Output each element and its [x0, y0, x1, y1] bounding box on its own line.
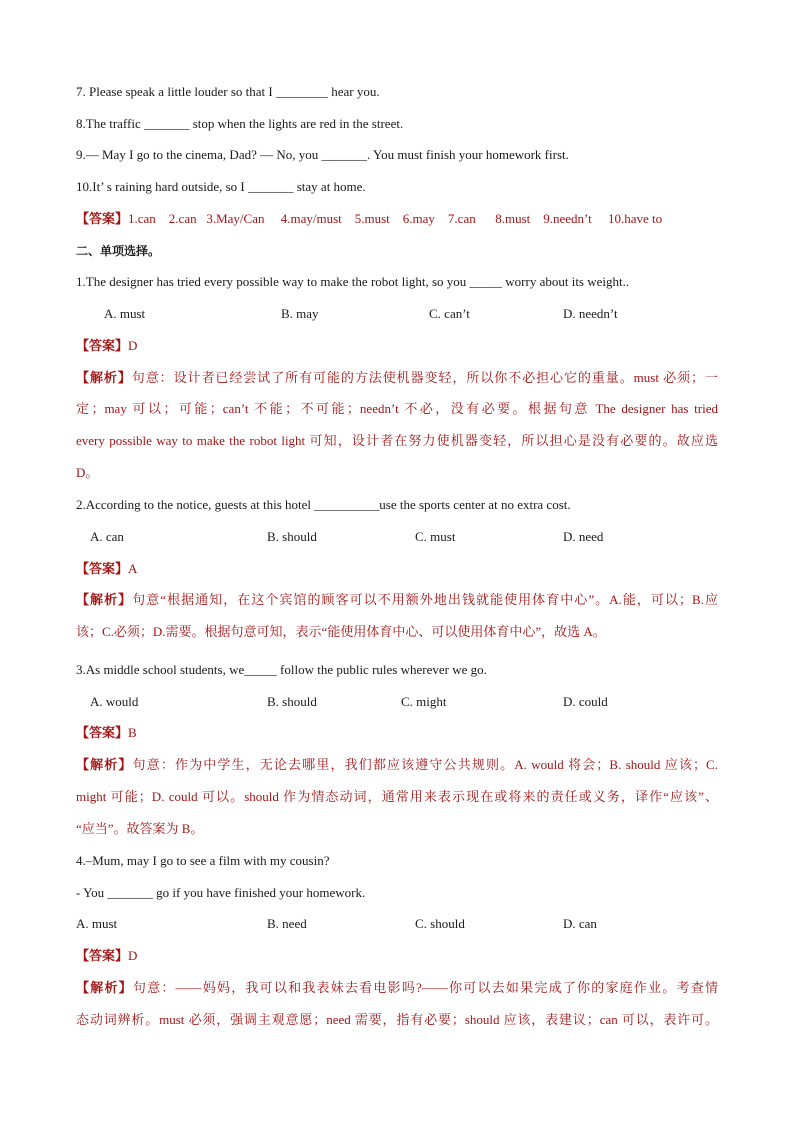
- q1-option-c: C. can’t: [429, 306, 470, 321]
- question-4-stem-2: - You _______ go if you have finished your homework.: [76, 885, 366, 900]
- q3-analysis-line-2: might 可能；D. could 可以。should 作为情态动词，通常用来表示现在或将来的责任或义务，译作“应该”、: [76, 789, 718, 804]
- q2-option-a: A. can: [90, 529, 124, 544]
- q1-option-d: D. needn’t: [563, 306, 618, 321]
- q4-analysis-line-1: [76, 978, 718, 998]
- answer-value: A: [128, 561, 138, 576]
- q2-analysis-line-1: [76, 590, 718, 610]
- q1-analysis-line-2: 定；may 可以；可能；can’t 不能；不可能；needn’t 不必，没有必要。根据句意 The designer has tried: [76, 401, 718, 416]
- fill-in-item-8: 8.The traffic _______ stop when the lights are red in the street.: [76, 116, 404, 131]
- answer-value: B: [128, 725, 137, 740]
- q3-analysis-line-1: [76, 755, 718, 775]
- answer-value: D: [128, 948, 138, 963]
- q1-option-a: A. must: [104, 306, 146, 321]
- analysis-label: 【解析】: [76, 757, 133, 772]
- q4-answer: [76, 946, 137, 966]
- section-title: 二、单项选择。: [76, 244, 161, 258]
- q4-option-c: C. should: [415, 916, 465, 931]
- q4-analysis-line-2: 态动词辨析。must 必须，强调主观意愿；need 需要，指有必要；should 应该，表建议；can 可以，表许可。: [76, 1012, 718, 1027]
- q2-option-d: D. need: [563, 529, 604, 544]
- q1-option-b: B. may: [281, 306, 319, 321]
- analysis-text: 句意：作为中学生，无论去哪里，我们都应该遵守公共规则。A. would 将会；B. should 应该；C.: [132, 757, 718, 772]
- q4-option-b: B. need: [267, 916, 307, 931]
- answer-label: 【答案】: [76, 725, 129, 740]
- q1-analysis-line-3: every possible way to make the robot light 可知，设计者在努力使机器变轻，所以担心是没有必要的。故应选: [76, 433, 718, 448]
- q3-answer: [76, 723, 137, 743]
- answer-label: 【答案】: [76, 561, 129, 576]
- q1-analysis-line-1: [76, 368, 718, 388]
- q3-option-c: C. might: [401, 694, 447, 709]
- q3-option-b: B. should: [267, 694, 317, 709]
- q2-answer: [76, 559, 137, 579]
- analysis-label: 【解析】: [76, 370, 132, 385]
- q1-analysis-line-4: D。: [76, 465, 99, 480]
- q2-analysis-line-2: 该；C.必须；D.需要。根据句意可知，表示“能使用体育中心、可以使用体育中心”，故选 A。: [76, 624, 606, 639]
- fill-in-item-9: 9.— May I go to the cinema, Dad? — No, you _______. You must finish your homework first.: [76, 147, 569, 162]
- answer-text: 1.can 2.can 3.May/Can 4.may/must 5.must 6.may 7.can 8.must 9.needn’t 10.have to: [128, 211, 663, 226]
- q4-option-a: A. must: [76, 916, 118, 931]
- analysis-label: 【解析】: [76, 980, 133, 995]
- analysis-text: 句意：——妈妈，我可以和我表妹去看电影吗?——你可以去如果完成了你的家庭作业。考查情: [132, 980, 718, 995]
- q3-option-d: D. could: [563, 694, 608, 709]
- q1-answer: [76, 336, 137, 356]
- answer-label: 【答案】: [76, 948, 129, 963]
- fill-in-answer: [76, 209, 662, 229]
- q3-option-a: A. would: [90, 694, 139, 709]
- analysis-label: 【解析】: [76, 592, 133, 607]
- q2-option-c: C. must: [415, 529, 456, 544]
- fill-in-item-10: 10.It’ s raining hard outside, so I _______ stay at home.: [76, 179, 366, 194]
- analysis-text: 句意“根据通知，在这个宾馆的顾客可以不用额外地出钱就能使用体育中心”。A.能，可以；B.应: [132, 592, 718, 607]
- fill-in-item-7: 7. Please speak a little louder so that I ________ hear you.: [76, 84, 380, 99]
- answer-label: 【答案】: [76, 211, 129, 226]
- question-1-stem: 1.The designer has tried every possible way to make the robot light, so you _____ worry about its weight..: [76, 274, 630, 289]
- question-2-stem: 2.According to the notice, guests at this hotel __________use the sports center at no extra cost.: [76, 497, 571, 512]
- q4-option-d: D. can: [563, 916, 597, 931]
- answer-label: 【答案】: [76, 338, 129, 353]
- analysis-text: 句意：设计者已经尝试了所有可能的方法使机器变轻，所以你不必担心它的重量。must 必须；一: [131, 370, 718, 385]
- q3-analysis-line-3: “应当”。故答案为 B。: [76, 821, 204, 836]
- question-4-stem: 4.–Mum, may I go to see a film with my cousin?: [76, 853, 330, 868]
- answer-value: D: [128, 338, 138, 353]
- question-3-stem: 3.As middle school students, we_____ follow the public rules wherever we go.: [76, 662, 487, 677]
- q2-option-b: B. should: [267, 529, 317, 544]
